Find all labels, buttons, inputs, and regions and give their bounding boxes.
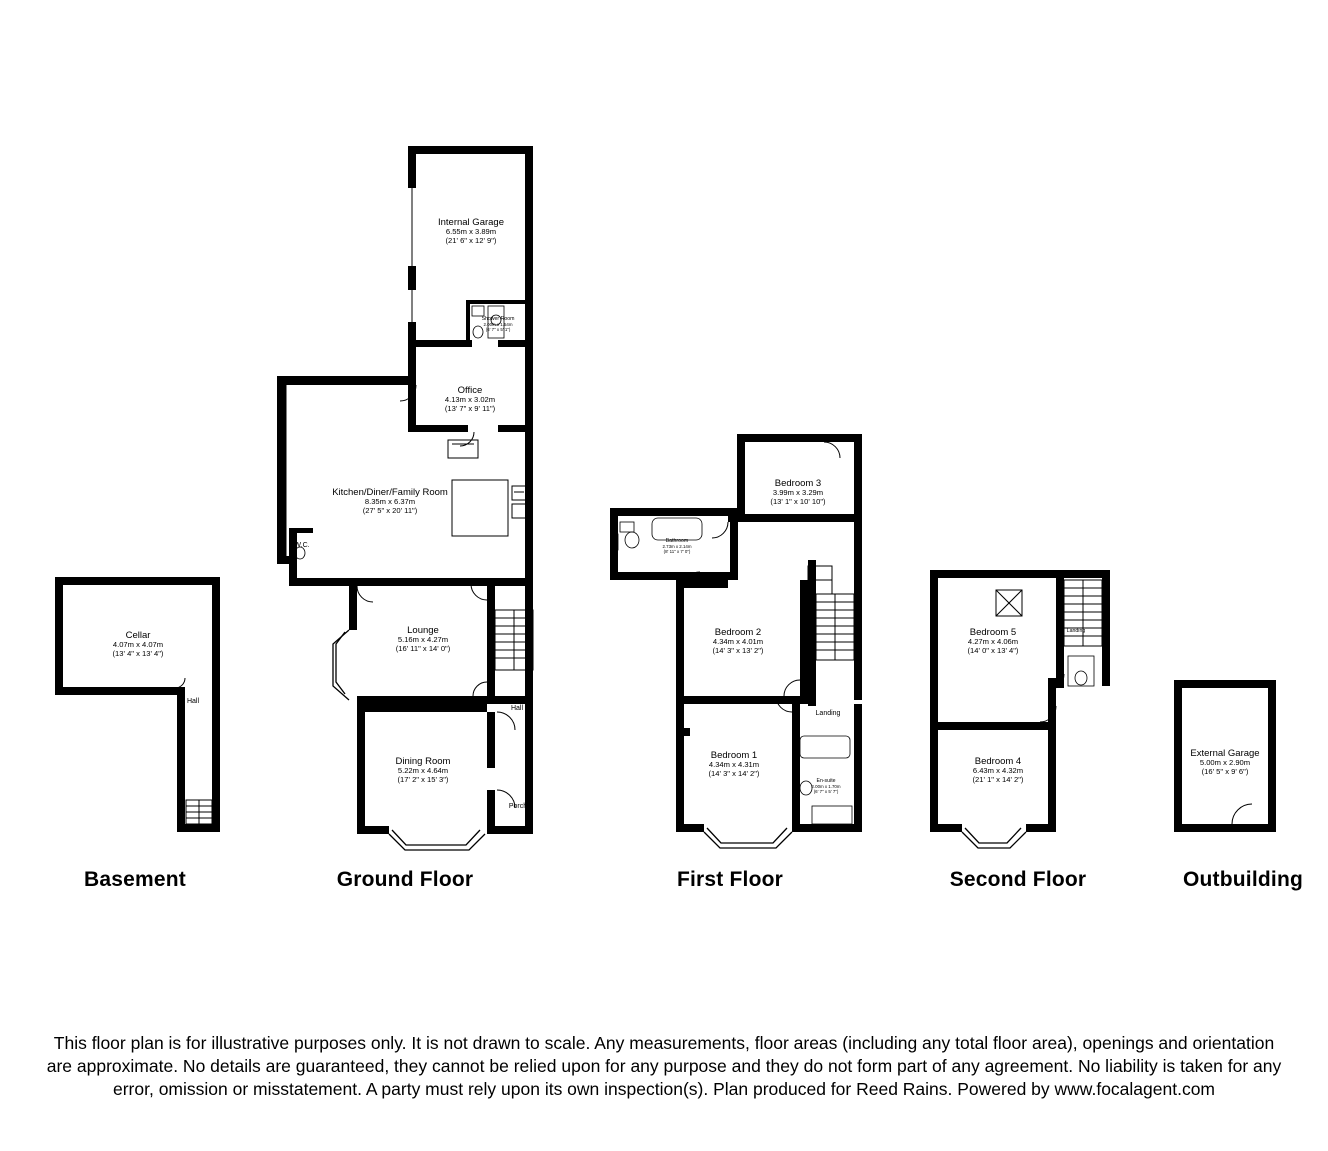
basement-plan [55, 577, 220, 832]
room-name: Hall [510, 705, 524, 712]
room-name: Lounge [407, 625, 439, 636]
room-name: Landing [1066, 628, 1086, 634]
room-metric: 2.00m x 1.70m [811, 784, 841, 790]
ground-floor-plan [277, 146, 533, 850]
room-metric: 4.34m x 4.31m [708, 760, 760, 770]
room-imperial: (6' 7" x 5' 1") [485, 327, 511, 333]
room-imperial: (27' 5" x 20' 11") [362, 506, 418, 516]
room-name: External Garage [1190, 748, 1260, 759]
floor-title-outbuilding: Outbuilding [1183, 868, 1303, 891]
room-imperial: (13' 4" x 13' 4") [112, 649, 164, 659]
room-metric: 2.00m x 1.54m [483, 322, 513, 328]
room-imperial: (8' 11" x 7' 0") [663, 549, 691, 555]
room-metric: 4.34m x 4.01m [712, 637, 764, 647]
room-metric: 6.43m x 4.32m [972, 766, 1024, 776]
room-imperial: (16' 5" x 9' 6") [1201, 767, 1249, 777]
disclaimer-text: This floor plan is for illustrative purposes only. It is not drawn to scale. Any measurements, floor areas (including any total floor area), openings and orientation are approximate. No details are guaranteed, they cannot be relied upon for any purpose and they do not form part of any agreement. No liability is taken for any error, omission or misstatement. A party must rely upon its own inspection(s). Plan produced for Reed Rains. Powered by www.focalagent.com [46, 1033, 1282, 1100]
room-imperial: (14' 3" x 14' 2") [708, 769, 760, 779]
room-metric: 6.55m x 3.89m [445, 227, 497, 237]
room-metric: 5.00m x 2.90m [1199, 758, 1251, 768]
room-metric: 4.27m x 4.06m [967, 637, 1019, 647]
floor-title-ground: Ground Floor [336, 868, 474, 891]
room-metric: 2.73m x 2.14m [662, 544, 692, 550]
second-floor-plan [930, 570, 1110, 848]
room-name: En-suite [816, 778, 836, 784]
room-name: Kitchen/Diner/Family Room [332, 487, 448, 498]
room-imperial: (21' 6" x 12' 9") [445, 236, 497, 246]
outbuilding-plan [1174, 680, 1276, 832]
room-name: Bedroom 4 [974, 756, 1022, 767]
room-imperial: (14' 3" x 13' 2") [712, 646, 764, 656]
room-name: Porch [508, 803, 528, 810]
room-imperial: (17' 2" x 15' 3") [397, 775, 449, 785]
room-metric: 8.35m x 6.37m [364, 497, 416, 507]
first-floor-plan [610, 434, 862, 848]
room-imperial: (16' 11" x 14' 0") [395, 644, 451, 654]
room-name: Bathroom [665, 538, 689, 544]
room-name: Landing [815, 710, 841, 717]
room-imperial: (14' 0" x 13' 4") [967, 646, 1019, 656]
room-name: Office [457, 385, 483, 396]
room-name: Cellar [125, 630, 151, 641]
room-name: Bedroom 1 [710, 750, 758, 761]
room-name: Hall [186, 698, 200, 705]
room-name: Bedroom 2 [714, 627, 762, 638]
room-name: Bedroom 3 [774, 478, 822, 489]
room-imperial: (13' 1" x 10' 10") [770, 497, 826, 507]
room-name: Shower Room [481, 316, 515, 322]
room-name: Bedroom 5 [969, 627, 1017, 638]
room-imperial: (21' 1" x 14' 2") [972, 775, 1024, 785]
room-metric: 3.99m x 3.29m [772, 488, 824, 498]
room-name: W.C. [294, 542, 310, 549]
floor-title-basement: Basement [84, 868, 186, 891]
floor-title-first: First Floor [676, 868, 784, 891]
room-name: Internal Garage [437, 217, 504, 228]
room-name: Dining Room [395, 756, 451, 767]
room-metric: 4.13m x 3.02m [444, 395, 496, 405]
room-metric: 5.16m x 4.27m [397, 635, 449, 645]
room-metric: 4.07m x 4.07m [112, 640, 164, 650]
room-metric: 5.22m x 4.64m [397, 766, 449, 776]
room-imperial: (6' 7" x 5' 7") [813, 789, 839, 795]
room-imperial: (13' 7" x 9' 11") [444, 404, 496, 414]
floor-title-second: Second Floor [949, 868, 1087, 891]
